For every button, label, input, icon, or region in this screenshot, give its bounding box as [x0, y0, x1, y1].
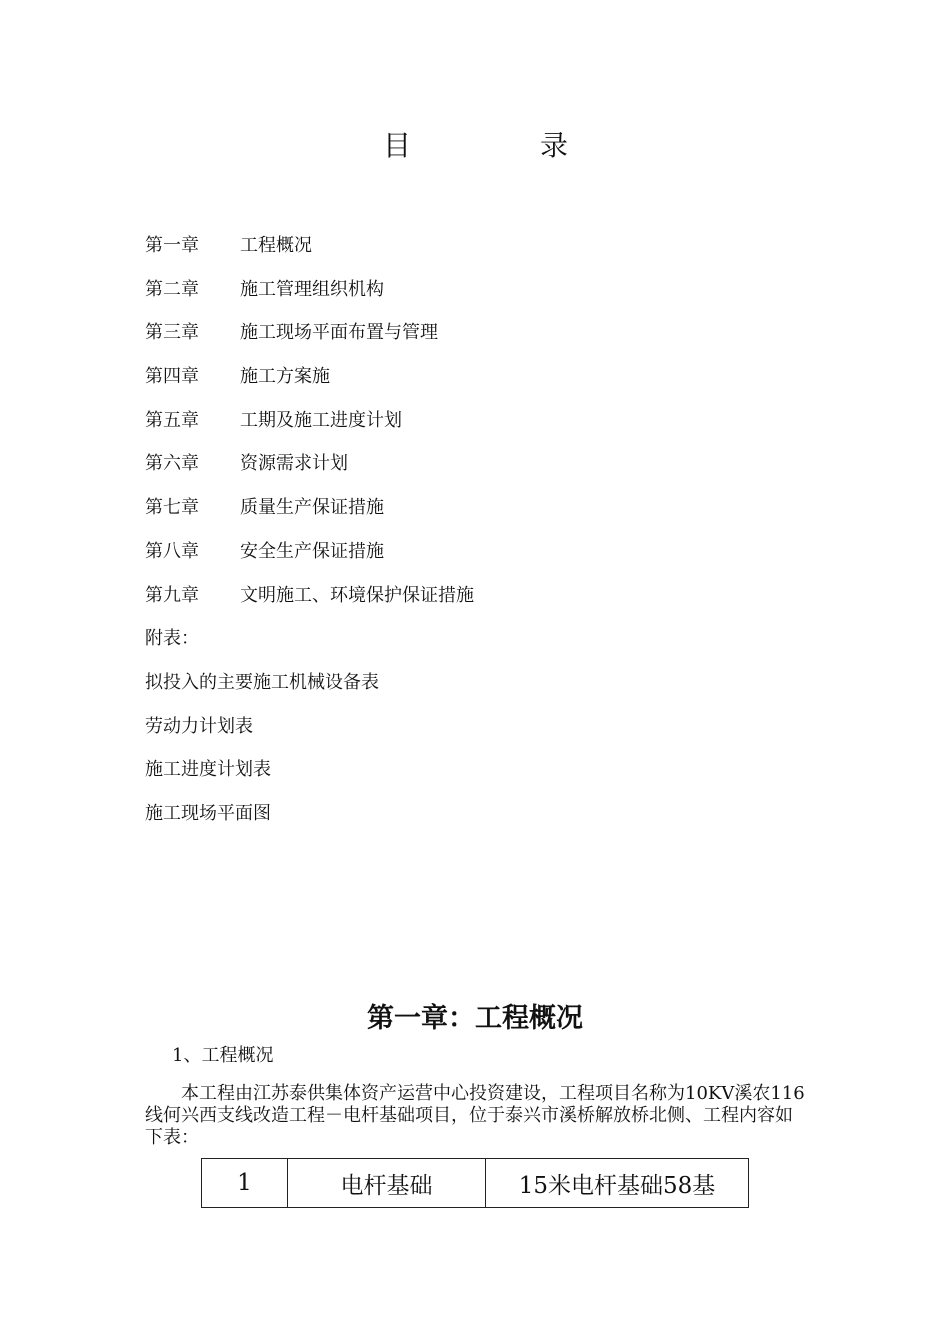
toc-entry-chapter-4[interactable] [145, 363, 474, 407]
toc-chapter-number: 第四章 [145, 366, 199, 388]
toc-entry-chapter-6[interactable] [145, 450, 474, 494]
toc-appendix-equipment-table[interactable]: 拟投入的主要施工机械设备表 [145, 671, 379, 693]
toc-appendix-schedule[interactable]: 施工进度计划表 [145, 759, 271, 781]
works-table [201, 1158, 749, 1208]
toc-chapter-number: 第二章 [145, 278, 199, 300]
table-cell-index: 1 [202, 1159, 288, 1208]
table-row [202, 1159, 749, 1208]
toc-entry-chapter-7[interactable] [145, 494, 474, 538]
toc-chapter-title: 施工方案施 [240, 366, 330, 388]
project-description-paragraph: 本工程由江苏泰供集体资产运营中心投资建设，工程项目名称为10KV溪农116线何兴西支线改造工程－电杆基础项目，位于泰兴市溪桥解放桥北侧、工程内容如下表： [145, 1083, 805, 1148]
toc-chapter-title: 工期及施工进度计划 [240, 409, 402, 431]
toc-chapter-number: 第九章 [145, 584, 199, 606]
toc-chapter-title: 安全生产保证措施 [240, 540, 384, 562]
table-cell-content: 15米电杆基础58基 [486, 1159, 749, 1208]
toc-entry-chapter-1[interactable] [145, 232, 474, 276]
toc-chapter-title: 施工现场平面布置与管理 [240, 322, 438, 344]
toc-chapter-number: 第八章 [145, 540, 199, 562]
toc-chapter-number: 第七章 [145, 497, 199, 519]
toc-chapter-number: 第五章 [145, 409, 199, 431]
toc-entry-chapter-9[interactable] [145, 582, 474, 626]
toc-appendix-site-plan[interactable]: 施工现场平面图 [145, 802, 271, 824]
toc-entry-chapter-3[interactable] [145, 319, 474, 363]
toc-chapter-number: 第三章 [145, 322, 199, 344]
toc-title-char-1: 目 [383, 129, 412, 162]
toc-entry-chapter-8[interactable] [145, 538, 474, 582]
toc-title-char-2: 录 [540, 129, 569, 162]
toc-chapter-number: 第六章 [145, 453, 199, 475]
toc-appendix-label: 附表： [145, 628, 199, 650]
toc-appendix-labor-plan[interactable]: 劳动力计划表 [145, 715, 253, 737]
toc-chapter-title: 资源需求计划 [240, 453, 348, 475]
toc-entry-chapter-5[interactable] [145, 407, 474, 451]
toc-entry-chapter-2[interactable] [145, 276, 474, 320]
chapter-1-title: 第一章：工程概况 [367, 1003, 583, 1034]
section-heading: 1、工程概况 [172, 1045, 274, 1066]
toc-chapter-title: 施工管理组织机构 [240, 278, 384, 300]
toc-chapter-title: 工程概况 [240, 235, 312, 256]
toc-chapter-number: 第一章 [145, 235, 199, 256]
toc-chapter-title: 质量生产保证措施 [240, 497, 384, 519]
table-of-contents [145, 232, 474, 844]
toc-chapter-title: 文明施工、环境保护保证措施 [240, 584, 474, 606]
table-cell-item: 电杆基础 [288, 1159, 486, 1208]
